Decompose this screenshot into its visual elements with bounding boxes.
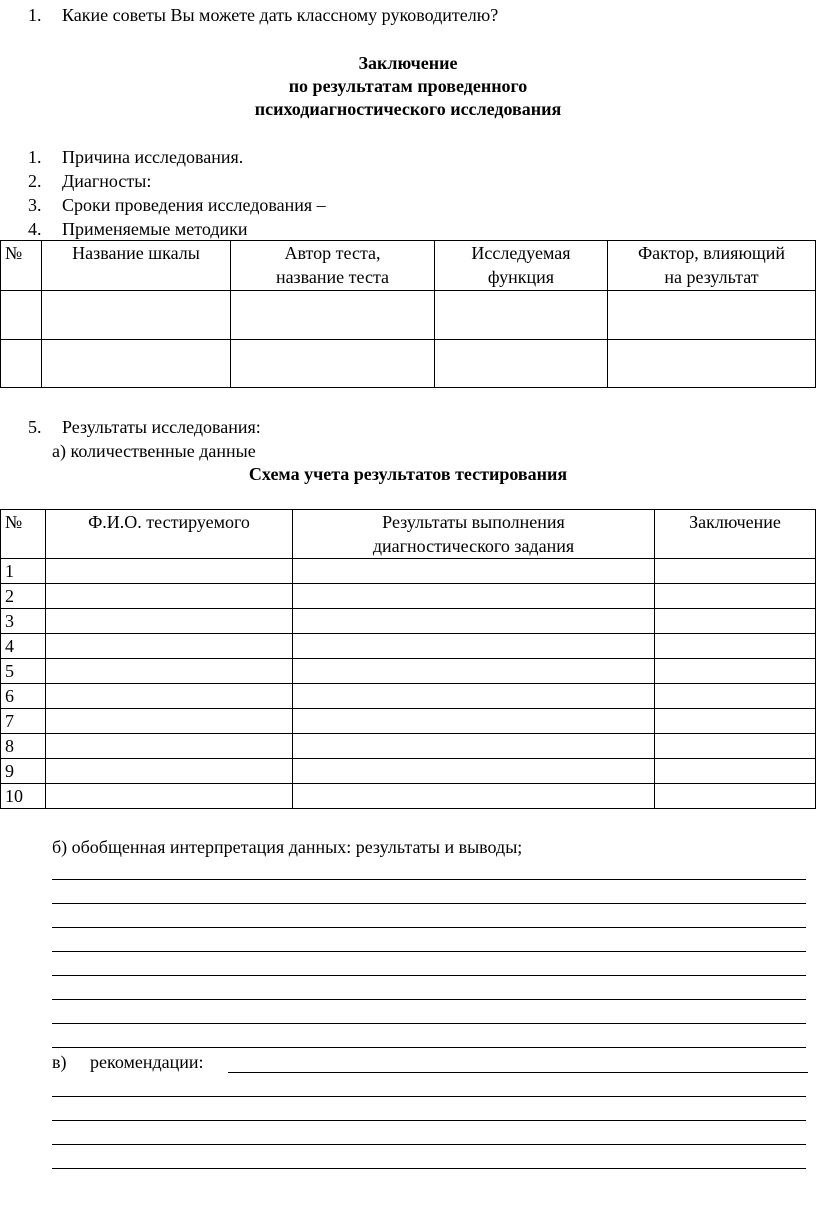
table-row	[1, 609, 816, 634]
table-cell[interactable]	[293, 584, 655, 609]
table-cell[interactable]	[231, 291, 435, 340]
item-number: 5.	[28, 417, 42, 437]
answer-line[interactable]	[52, 951, 806, 952]
recommendations-letter: в)	[52, 1052, 67, 1072]
item-text: Диагносты:	[62, 171, 152, 191]
table-cell[interactable]	[231, 340, 435, 388]
results-sub-a: а) количественные данные	[52, 441, 256, 461]
table-cell[interactable]	[1, 340, 42, 388]
methods-table	[0, 240, 816, 388]
top-question-number: 1.	[28, 5, 42, 25]
table-cell[interactable]	[46, 784, 293, 809]
methods-header-row	[1, 241, 816, 291]
table-cell[interactable]	[655, 659, 816, 684]
recommendations-inline-line[interactable]	[228, 1072, 808, 1073]
answer-line[interactable]	[52, 879, 806, 880]
results-table	[0, 509, 816, 809]
header-cell-author: Автор теста, название теста	[231, 241, 435, 291]
answer-line[interactable]	[52, 999, 806, 1000]
row-number: 3	[1, 609, 46, 634]
table-cell[interactable]	[46, 659, 293, 684]
header-cell-task-results: Результаты выполнения диагностического задания	[293, 510, 655, 559]
table-cell[interactable]	[655, 784, 816, 809]
table-cell[interactable]	[655, 634, 816, 659]
document-subtitle-line1: по результатам проведенного	[288, 76, 528, 96]
table-cell[interactable]	[293, 559, 655, 584]
table-row	[1, 291, 816, 340]
table-cell[interactable]	[293, 734, 655, 759]
answer-line[interactable]	[52, 975, 806, 976]
table-cell[interactable]	[608, 291, 816, 340]
item-number: 2.	[28, 171, 42, 191]
table-cell[interactable]	[46, 559, 293, 584]
row-number: 4	[1, 634, 46, 659]
header-cell-function: Исследуемая функция	[435, 241, 608, 291]
header-cell-number: №	[1, 510, 46, 559]
table-cell[interactable]	[293, 634, 655, 659]
scheme-title: Схема учета результатов тестирования	[248, 464, 568, 484]
table-row	[1, 584, 816, 609]
table-cell[interactable]	[46, 634, 293, 659]
recommendations-label: рекомендации:	[90, 1052, 204, 1072]
row-number: 5	[1, 659, 46, 684]
answer-line[interactable]	[52, 1023, 806, 1024]
table-cell[interactable]	[435, 340, 608, 388]
row-number: 1	[1, 559, 46, 584]
row-number: 7	[1, 709, 46, 734]
table-cell[interactable]	[608, 340, 816, 388]
answer-line[interactable]	[52, 1047, 806, 1048]
table-cell[interactable]	[435, 291, 608, 340]
top-question-text: Какие советы Вы можете дать классному руководителю?	[62, 5, 499, 25]
table-cell[interactable]	[46, 684, 293, 709]
table-cell[interactable]	[46, 584, 293, 609]
interpretation-label: б) обобщенная интерпретация данных: результаты и выводы;	[52, 837, 523, 857]
item-number: 4.	[28, 219, 42, 239]
row-number: 10	[1, 784, 46, 809]
table-cell[interactable]	[293, 709, 655, 734]
results-heading: Результаты исследования:	[62, 417, 261, 437]
table-cell[interactable]	[655, 709, 816, 734]
table-cell[interactable]	[655, 559, 816, 584]
table-cell[interactable]	[1, 291, 42, 340]
row-number: 2	[1, 584, 46, 609]
table-cell[interactable]	[46, 709, 293, 734]
item-number: 1.	[28, 147, 42, 167]
header-cell-fio: Ф.И.О. тестируемого	[46, 510, 293, 559]
table-cell[interactable]	[46, 609, 293, 634]
document-subtitle-line2: психодиагностического исследования	[254, 99, 562, 119]
table-row	[1, 759, 816, 784]
answer-line[interactable]	[52, 1168, 806, 1169]
answer-line[interactable]	[52, 927, 806, 928]
row-number: 8	[1, 734, 46, 759]
row-number: 9	[1, 759, 46, 784]
table-cell[interactable]	[655, 684, 816, 709]
table-row	[1, 709, 816, 734]
table-cell[interactable]	[655, 609, 816, 634]
document-title: Заключение	[358, 53, 458, 73]
header-cell-factor: Фактор, влияющий на результат	[608, 241, 816, 291]
table-cell[interactable]	[293, 659, 655, 684]
results-header-row	[1, 510, 816, 559]
item-number: 3.	[28, 195, 42, 215]
header-cell-scale-name: Название шкалы	[42, 241, 231, 291]
table-row	[1, 784, 816, 809]
item-text: Применяемые методики	[62, 219, 248, 239]
answer-line[interactable]	[52, 1120, 806, 1121]
table-row	[1, 684, 816, 709]
table-row	[1, 734, 816, 759]
answer-line[interactable]	[52, 1144, 806, 1145]
table-row	[1, 634, 816, 659]
table-cell[interactable]	[293, 784, 655, 809]
table-cell[interactable]	[42, 291, 231, 340]
table-row	[1, 659, 816, 684]
table-cell[interactable]	[42, 340, 231, 388]
table-row	[1, 559, 816, 584]
table-cell[interactable]	[293, 759, 655, 784]
header-cell-number: №	[1, 241, 42, 291]
item-text: Причина исследования.	[62, 147, 244, 167]
answer-line[interactable]	[52, 903, 806, 904]
item-text: Сроки проведения исследования –	[62, 195, 326, 215]
answer-line[interactable]	[52, 1096, 806, 1097]
table-cell[interactable]	[293, 684, 655, 709]
table-cell[interactable]	[46, 759, 293, 784]
row-number: 6	[1, 684, 46, 709]
table-cell[interactable]	[655, 734, 816, 759]
header-cell-conclusion: Заключение	[655, 510, 816, 559]
table-row	[1, 340, 816, 388]
table-cell[interactable]	[46, 734, 293, 759]
table-cell[interactable]	[655, 584, 816, 609]
table-cell[interactable]	[293, 609, 655, 634]
table-cell[interactable]	[655, 759, 816, 784]
